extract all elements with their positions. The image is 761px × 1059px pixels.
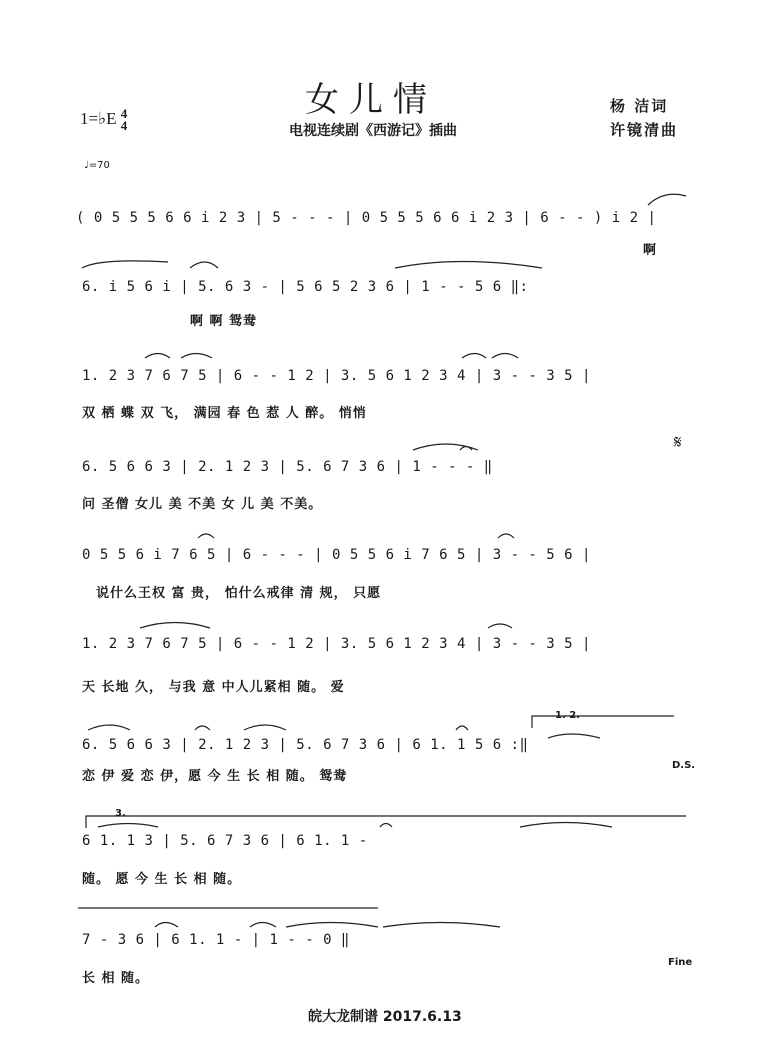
slur-row5-b — [498, 534, 514, 538]
composer-credit: 许镜清曲 — [610, 121, 679, 139]
notation-row-2: 6. i 5 6 i | 5. 6 3 - | 5 6 5 2 3 6 | 1 - - 5 6 ‖: — [82, 279, 529, 295]
slur-row9-b — [250, 923, 276, 928]
slur-row3-d — [492, 354, 518, 359]
notation-row-7: 6. 5 6 6 3 | 2. 1 2 3 | 5. 6 7 3 6 | 6 1. 1 5 6 :‖ — [82, 737, 529, 753]
slur-row7-b — [195, 726, 210, 730]
notation-row-3: 1. 2 3 7 6 7 5 | 6 - - 1 2 | 3. 5 6 1 2 3 4 | 3 - - 3 5 | — [82, 368, 591, 384]
slur-row2-b — [190, 262, 218, 268]
tie-row8-c — [520, 823, 612, 828]
slur-row7-a — [88, 725, 130, 730]
lyric-row-9: 长 相 随。 — [82, 971, 150, 986]
lyric-row-7: 恋 伊 爱 恋 伊，愿 今 生 长 相 随。 鸳鸯 — [82, 769, 348, 784]
fine-mark: Fine — [668, 957, 693, 968]
notation-row-9: 7 - 3 6 | 6 1. 1 - | 1 - - 0 ‖ — [82, 932, 350, 948]
tempo-mark: ♩=70 — [84, 160, 110, 171]
slur-row2-a — [82, 261, 168, 268]
slur-row6-a — [140, 623, 210, 629]
tie-row8-a — [98, 824, 158, 828]
lyric-row-8: 随。 愿 今 生 长 相 随。 — [82, 872, 242, 887]
volta-3-line — [86, 816, 686, 828]
notation-row-5: 0 5 5 6 i 7 6 5 | 6 - - - | 0 5 5 6 i 7 6 5 | 3 - - 5 6 | — [82, 547, 591, 563]
tie-row9-c — [286, 923, 378, 928]
slur-row8-b — [380, 824, 392, 828]
slur-row5-a — [198, 534, 214, 538]
key-label: 1=♭E — [80, 108, 117, 128]
volta-1-2-label: 1. 2. — [555, 710, 580, 721]
volta-1-2-line — [532, 716, 674, 728]
ds-mark: D.S. — [672, 760, 696, 771]
tie-row7 — [548, 734, 600, 738]
volta-3-label: 3. — [115, 808, 126, 819]
slur-row7-d — [456, 726, 468, 730]
notation-row-8: 6 1. 1 3 | 5. 6 7 3 6 | 6 1. 1 - — [82, 833, 368, 849]
page-title: 女儿情 — [305, 80, 437, 120]
slur-row3-c — [462, 354, 486, 359]
lyric-row-1: 啊 — [643, 243, 658, 258]
notation-row-4: 6. 5 6 6 3 | 2. 1 2 3 | 5. 6 7 3 6 | 1 - - - ‖ — [82, 459, 493, 475]
subtitle: 电视连续剧《西游记》插曲 — [289, 123, 457, 139]
notation-row-6: 1. 2 3 7 6 7 5 | 6 - - 1 2 | 3. 5 6 1 2 3 4 | 3 - - 3 5 | — [82, 636, 591, 652]
time-top: 4 — [120, 106, 128, 121]
slur-row1-end — [648, 194, 686, 205]
slur-row3-b — [181, 354, 212, 359]
slur-row9-a — [155, 923, 178, 928]
footer-credit: 皖大龙制谱 2017.6.13 — [308, 1009, 462, 1025]
lyric-row-6: 天 长地 久， 与我 意 中人儿紧相 随。 爱 — [82, 680, 345, 695]
slur-row3-a — [145, 354, 170, 359]
lyric-row-4: 问 圣僧 女儿 美 不美 女 儿 美 不美。 — [82, 497, 323, 512]
lyric-row-3: 双 栖 蝶 双 飞， 满园 春 色 惹 人 醉。 悄悄 — [82, 406, 367, 421]
tie-row9-d — [383, 923, 500, 928]
lyric-row-2: 啊 啊 鸳鸯 — [190, 314, 258, 329]
slur-row7-c — [244, 725, 286, 730]
segno-sign: 𝄋 — [674, 432, 682, 453]
time-bottom: 4 — [120, 118, 128, 133]
slur-row6-b — [488, 624, 512, 628]
notation-row-1: ( 0 5 5 5 6 6 i 2 3 | 5 - - - | 0 5 5 5 6 6 i 2 3 | 6 - - ) i 2 | — [76, 210, 657, 226]
lyric-row-5: 说什么王权 富 贵， 怕什么戒律 清 规， 只愿 — [96, 586, 382, 601]
lyricist-credit: 杨 洁词 — [610, 97, 669, 115]
slur-row2-c — [395, 262, 542, 269]
